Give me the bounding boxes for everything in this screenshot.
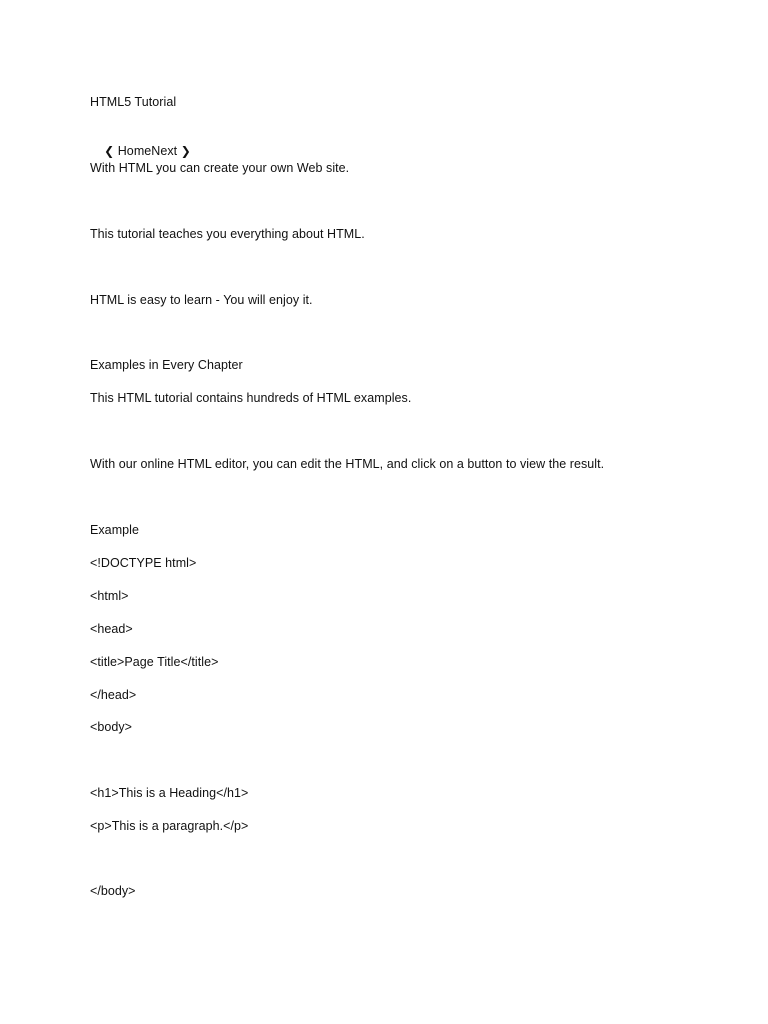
section-heading: Examples in Every Chapter xyxy=(90,358,243,372)
code-line: <h1>This is a Heading</h1> xyxy=(90,786,249,800)
code-line: <html> xyxy=(90,589,129,603)
prev-link[interactable] xyxy=(104,144,151,158)
page-title: HTML5 Tutorial xyxy=(90,95,177,109)
chevron-left-icon: ❮ xyxy=(104,144,115,158)
section-paragraph: This HTML tutorial contains hundreds of HTML examples. xyxy=(90,391,412,405)
next-link[interactable] xyxy=(151,144,191,158)
next-link-label[interactable]: Next xyxy=(151,144,178,158)
code-line: <!DOCTYPE html> xyxy=(90,556,197,570)
code-line: <title>Page Title</title> xyxy=(90,655,219,669)
intro-paragraph: HTML is easy to learn - You will enjoy it. xyxy=(90,293,313,307)
example-heading: Example xyxy=(90,523,139,537)
code-line: </body> xyxy=(90,884,136,898)
home-link-label[interactable]: Home xyxy=(117,144,152,158)
intro-paragraph: With HTML you can create your own Web site. xyxy=(90,161,350,175)
section-paragraph: With our online HTML editor, you can edit the HTML, and click on a button to view the result. xyxy=(90,457,605,471)
code-line: <head> xyxy=(90,622,133,636)
chevron-right-icon: ❯ xyxy=(180,144,191,158)
code-line: <p>This is a paragraph.</p> xyxy=(90,819,249,833)
code-line: <body> xyxy=(90,720,133,734)
code-line: </head> xyxy=(90,688,137,702)
intro-paragraph: This tutorial teaches you everything about HTML. xyxy=(90,227,365,241)
